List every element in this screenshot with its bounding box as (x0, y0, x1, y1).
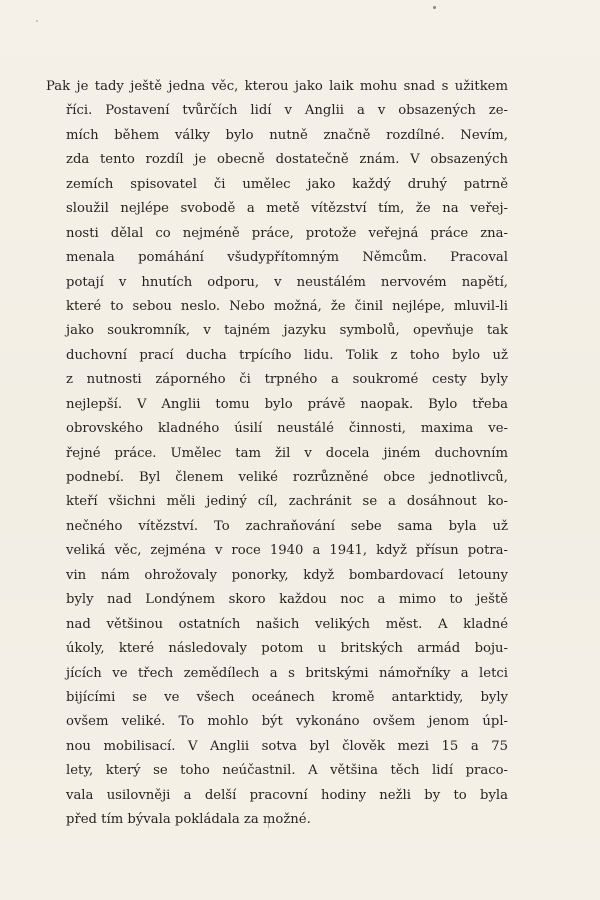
text-line: zda tento rozdíl je obecně dostatečně znám. V obsazených (66, 152, 508, 168)
paper-speck-top (433, 6, 436, 9)
text-line: mích během války bylo nutně značně rozdílné. Nevím, (66, 127, 508, 143)
text-line: nejlepší. V Anglii tomu bylo právě naopak. Bylo třeba (66, 396, 508, 412)
text-line: potají v hnutích odporu, v neustálém nervovém napětí, (66, 274, 508, 290)
text-line: vin nám ohrožovaly ponorky, když bombardovací letouny (66, 567, 508, 583)
text-line: jako soukromník, v tajném jazyku symbolů, opevňuje tak (66, 323, 508, 339)
text-line: před tím bývala pokládala za možné. (66, 812, 311, 828)
text-line: sloužil nejlépe svobodě a metě vítězství tím, že na veřej- (66, 201, 508, 217)
text-line: nečného vítězství. To zachraňování sebe sama byla už (66, 518, 508, 534)
text-line: ovšem veliké. To mohlo být vykonáno ovšem jenom úpl- (66, 714, 508, 730)
body-paragraph (46, 75, 508, 833)
text-line: z nutnosti záporného či trpného a soukromé cesty byly (66, 372, 508, 388)
text-line: obrovského kladného úsilí neustálé činnosti, maxima ve- (66, 421, 508, 437)
text-line: zemích spisovatel či umělec jako každý druhý patrně (66, 176, 508, 192)
text-line: duchovní prací ducha trpícího lidu. Tolik z toho bylo už (66, 347, 508, 363)
text-line: menala pomáhání všudypřítomným Němcům. Pracoval (66, 250, 508, 266)
text-line: bijícími se ve všech oceánech kromě antarktidy, byly (66, 689, 508, 705)
text-line: jících ve třech zemědílech a s britskými námořníky a letci (66, 665, 508, 681)
text-line: řejné práce. Umělec tam žil v docela jiném duchovním (66, 445, 508, 461)
text-line: Pak je tady ještě jedna věc, kterou jako laik mohu snad s užitkem (46, 79, 508, 94)
text-line: nou mobilisací. V Anglii sotva byl člověk mezi 15 a 75 (66, 738, 508, 754)
text-line: byly nad Londýnem skoro každou noc a mimo to ještě (66, 592, 508, 608)
text-line: podnebí. Byl členem veliké rozrůzněné obce jednotlivců, (66, 470, 508, 485)
text-line: veliká věc, zejména v roce 1940 a 1941, když přísun potra- (66, 543, 508, 559)
text-line: říci. Postavení tvůrčích lidí v Anglii a v obsazených ze- (66, 103, 508, 119)
text-line: úkoly, které následovaly potom u britských armád boju- (66, 641, 508, 657)
text-line: kteří všichni měli jediný cíl, zachránit se a dosáhnout ko- (66, 494, 508, 510)
text-line: které to sebou neslo. Nebo možná, že činil nejlépe, mluvil-li (66, 298, 508, 314)
text-line: nad většinou ostatních našich velikých měst. A kladné (66, 616, 508, 632)
paper-speck-left (36, 20, 38, 22)
text-line: vala usilovněji a delší pracovní hodiny nežli by to byla (66, 787, 508, 803)
text-line: lety, který se toho neúčastnil. A většina těch lidí praco- (66, 763, 508, 779)
text-line: nosti dělal co nejméně práce, protože veřejná práce zna- (66, 225, 508, 241)
